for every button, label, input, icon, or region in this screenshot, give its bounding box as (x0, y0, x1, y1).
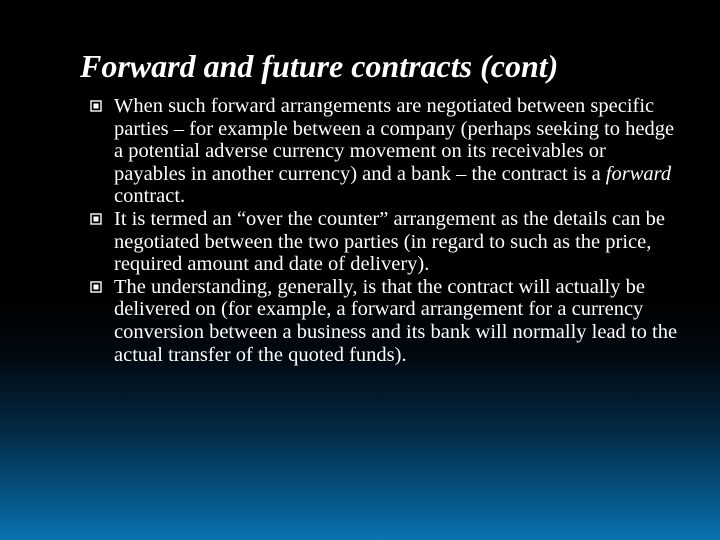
bullet-text: The understanding, generally, is that the contract will actually be delivered on (for example, a forward arrangement for a currency conversion between a business and its bank will normally lead to the actual transfer of the quoted funds). (114, 275, 678, 366)
bullet-text (114, 95, 680, 208)
square-bullet-icon (90, 100, 102, 112)
bullet-item (90, 276, 680, 366)
bullet-text: It is termed an “over the counter” arrangement as the details can be negotiated between the two parties (in regard to such as the price, required amount and date of delivery). (114, 207, 665, 276)
bullet-item (90, 208, 680, 276)
square-bullet-icon (90, 281, 102, 293)
bullet-item (90, 95, 680, 208)
bullet-text-main: When such forward arrangements are negotiated between specific parties – for example between a company (perhaps seeking to hedge a potential adverse currency movement on its receivables or payables in another currency) and a bank – the contract is a (114, 95, 675, 185)
slide-title: Forward and future contracts (cont) (80, 48, 559, 84)
square-bullet-icon (90, 213, 102, 225)
bullet-emphasis: forward (605, 162, 672, 185)
bullet-list (90, 95, 680, 366)
bullet-text-tail: contract. (114, 185, 186, 208)
